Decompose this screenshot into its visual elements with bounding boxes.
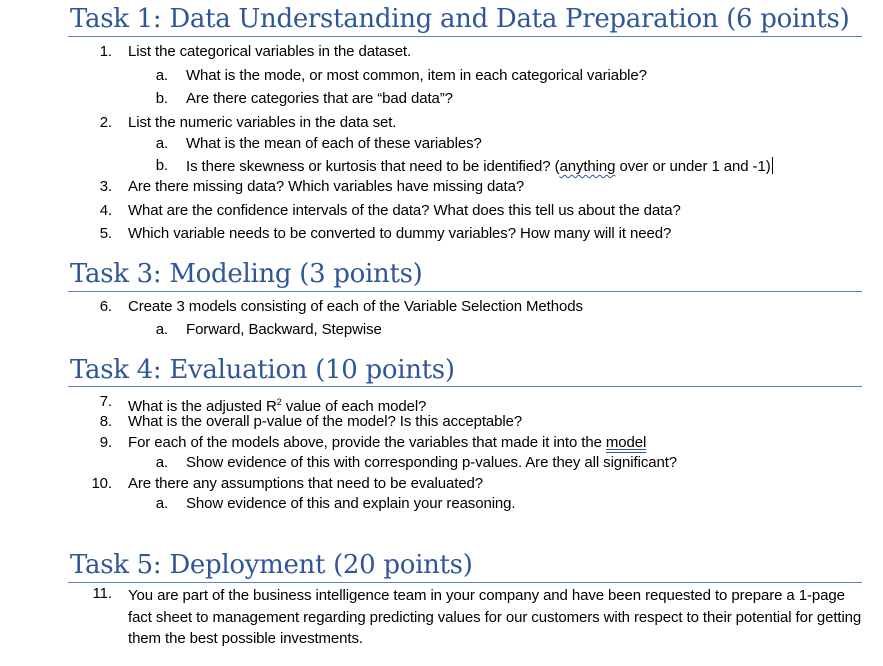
list-letter: a. [155,454,168,471]
list-text[interactable] [186,157,773,176]
text-segment: Is there skewness or kurtosis that need to be identified? ( [186,158,560,175]
list-letter: b. [155,90,168,107]
list-text: Are there any assumptions that need to be evaluated? [128,475,484,492]
list-number: 9. [99,434,112,451]
list-text: List the categorical variables in the dataset. [128,43,412,60]
list-text: Which variable needs to be converted to dummy variables? How many will it need? [128,225,672,242]
task4-heading-rule [68,386,862,387]
text-cursor [772,157,773,174]
list-text: List the numeric variables in the data set. [128,114,397,131]
task4-heading: Task 4: Evaluation (10 points) [70,355,455,385]
list-number: 2. [99,114,112,131]
list-number: 1. [99,43,112,60]
list-number: 5. [99,225,112,242]
grammar-flagged-word[interactable]: model [605,434,647,451]
list-text: Are there categories that are “bad data”? [186,90,453,107]
list-text: What is the overall p-value of the model? Is this acceptable? [128,413,523,430]
text-segment: value of each model? [281,398,427,415]
list-text: Create 3 models consisting of each of the Variable Selection Methods [128,298,583,315]
list-letter: a. [155,495,168,512]
task1-heading: Task 1: Data Understanding and Data Preparation (6 points) [70,4,850,34]
list-text: What is the mode, or most common, item in each categorical variable? [186,67,647,84]
list-text: Are there missing data? Which variables have missing data? [128,178,525,195]
list-text: What are the confidence intervals of the data? What does this tell us about the data? [128,202,681,219]
task3-heading: Task 3: Modeling (3 points) [70,259,423,289]
list-text: Forward, Backward, Stepwise [186,321,382,338]
list-letter: a. [155,321,168,338]
spellcheck-flagged-word[interactable]: anything [559,158,616,175]
list-number: 11. [92,585,112,602]
list-letter: a. [155,67,168,84]
task1-heading-rule [68,36,862,37]
superscript: 2 [276,397,282,407]
list-letter: a. [155,135,168,152]
list-text: Show evidence of this and explain your reasoning. [186,495,516,512]
list-number: 10. [91,475,112,492]
list-number: 4. [99,202,112,219]
task3-heading-rule [68,291,862,292]
task5-heading: Task 5: Deployment (20 points) [70,550,473,580]
list-text: Show evidence of this with corresponding p-values. Are they all significant? [186,454,678,471]
text-segment: For each of the models above, provide the variables that made it into the [128,434,606,451]
list-number: 6. [99,298,112,315]
text-segment: What is the adjusted R [128,398,277,415]
task5-heading-rule [68,582,862,583]
list-number: 3. [99,178,112,195]
list-number: 8. [99,413,112,430]
list-number: 7. [99,393,112,410]
list-text [128,434,646,452]
list-text: What is the mean of each of these variables? [186,135,482,152]
text-segment: over or under 1 and -1) [615,158,771,175]
list-letter: b. [155,157,168,174]
list-text: You are part of the business intelligence team in your company and have been requested to prepare a 1-page fact sheet to management regarding predicting values for our customers with respect to their potential for getting them the best possible investments. [128,587,862,647]
